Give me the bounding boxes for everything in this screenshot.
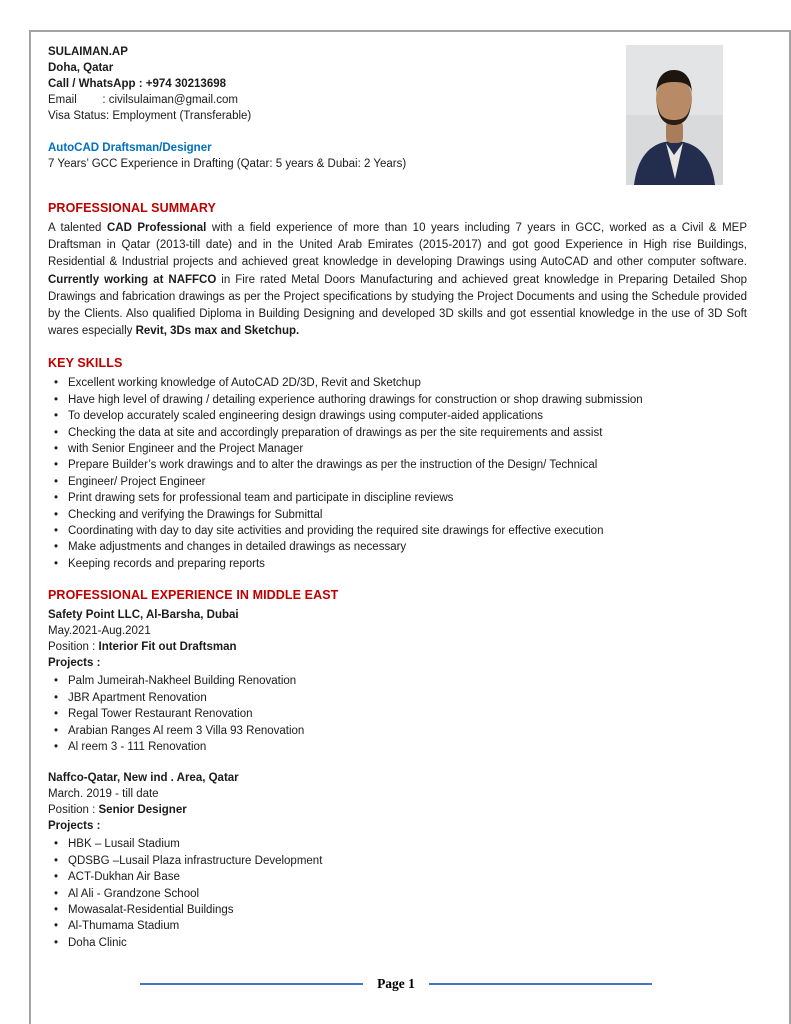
footer-rule-right xyxy=(429,983,652,985)
job-period: March. 2019 - till date xyxy=(48,788,159,801)
summary-segment-bold: Currently working at NAFFCO xyxy=(48,273,217,286)
key-skill-item: • with Senior Engineer and the Project Manager xyxy=(48,441,747,457)
resume-content xyxy=(48,44,747,951)
job-position-line xyxy=(48,639,747,655)
page-number: Page 1 xyxy=(377,976,415,991)
header-text-block xyxy=(48,44,626,172)
job-projects-label: Projects : xyxy=(48,657,101,670)
section-heading-professional-summary: PROFESSIONAL SUMMARY xyxy=(48,201,216,215)
key-skill-item: • To develop accurately scaled engineering design drawings using computer-aided applications xyxy=(48,408,747,424)
summary-segment: in Fire rated Metal Doors Manufacturing and achieved great knowledge in Preparing Detailed Shop Drawings and fabrication drawings as per the Project specifications by studying the Project Documents and using the Schedule provided by the Clients. Also qualified Diploma in Building Designing and developed 3D skills and got essential knowledge in the use of 3D Soft wares especially xyxy=(48,273,747,338)
summary-segment-bold: CAD Professional xyxy=(106,222,207,234)
project-item: • Al Ali - Grandzone School xyxy=(48,886,747,902)
project-item: • Al-Thumama Stadium xyxy=(48,918,747,934)
projects-list xyxy=(48,836,747,951)
job-entry-safety-point xyxy=(48,607,747,755)
section-heading-key-skills: KEY SKILLS xyxy=(48,356,123,371)
job-position-label: Position : xyxy=(48,641,99,654)
key-skills-list xyxy=(48,375,747,572)
key-skill-item: • Make adjustments and changes in detailed drawings as necessary xyxy=(48,539,747,555)
key-skill-item: • Checking the data at site and accordingly preparation of drawings as per the site requirements and assist xyxy=(48,425,747,441)
section-heading-experience: PROFESSIONAL EXPERIENCE IN MIDDLE EAST xyxy=(48,588,339,603)
candidate-email: Email : civilsulaiman@gmail.com xyxy=(48,94,238,106)
job-position-value: Senior Designer xyxy=(98,804,187,817)
job-position-value: Interior Fit out Draftsman xyxy=(98,641,237,654)
project-item: • ACT-Dukhan Air Base xyxy=(48,869,747,885)
candidate-photo xyxy=(626,45,723,185)
job-entry-naffco xyxy=(48,770,747,951)
key-skill-item: • Coordinating with day to day site activities and providing the required site drawings for effective execution xyxy=(48,523,747,539)
summary-segment: A talented xyxy=(48,222,107,234)
summary-segment: with a field experience of more than 10 years including 7 years in GCC, worked as a Civil & MEP Draftsman in Qatar (2013-till date) and in the United Arab Emirates (2015-2017) and got good Experience in High rise Buildings, Residential & Industrial projects and achieved great knowledge in developing Drawings using AutoCAD and other computer software. xyxy=(48,222,747,269)
project-item: • Mowasalat-Residential Buildings xyxy=(48,902,747,918)
job-company: Safety Point LLC, Al-Barsha, Dubai xyxy=(48,609,239,622)
key-skill-item: • Keeping records and preparing reports xyxy=(48,556,747,572)
project-item: • HBK – Lusail Stadium xyxy=(48,836,747,852)
projects-list xyxy=(48,673,747,755)
summary-paragraph xyxy=(48,220,747,340)
job-period: May.2021-Aug.2021 xyxy=(48,625,151,638)
candidate-name: SULAIMAN.AP xyxy=(48,46,128,58)
key-skill-item: • Have high level of drawing / detailing experience authoring drawings for construction or shop drawing submission xyxy=(48,392,747,408)
key-skill-item: • Prepare Builder’s work drawings and to alter the drawings as per the instruction of the Design/ Technical xyxy=(48,457,747,473)
candidate-phone: Call / WhatsApp : +974 30213698 xyxy=(48,78,227,90)
key-skill-item: • Print drawing sets for professional team and participate in discipline reviews xyxy=(48,490,747,506)
project-item: • QDSBG –Lusail Plaza infrastructure Development xyxy=(48,853,747,869)
project-item: • Arabian Ranges Al reem 3 Villa 93 Renovation xyxy=(48,723,747,739)
portrait-photo-placeholder xyxy=(626,45,723,185)
summary-segment-bold: Revit, 3Ds max and Sketchup. xyxy=(135,325,300,338)
project-item: • Palm Jumeirah-Nakheel Building Renovation xyxy=(48,673,747,689)
project-item: • Regal Tower Restaurant Renovation xyxy=(48,706,747,722)
job-position-line xyxy=(48,802,747,818)
job-company: Naffco-Qatar, New ind . Area, Qatar xyxy=(48,772,239,785)
candidate-job-title: AutoCAD Draftsman/Designer xyxy=(48,142,212,154)
job-position-label: Position : xyxy=(48,804,99,817)
header xyxy=(48,44,747,185)
footer-rule-left xyxy=(140,983,363,985)
candidate-visa-status: Visa Status: Employment (Transferable) xyxy=(48,110,252,122)
project-item: • JBR Apartment Renovation xyxy=(48,690,747,706)
key-skill-item: • Engineer/ Project Engineer xyxy=(48,474,747,490)
candidate-location: Doha, Qatar xyxy=(48,62,114,74)
page-footer xyxy=(140,976,652,992)
key-skill-item: • Excellent working knowledge of AutoCAD 2D/3D, Revit and Sketchup xyxy=(48,375,747,391)
candidate-tagline: 7 Years’ GCC Experience in Drafting (Qatar: 5 years & Dubai: 2 Years) xyxy=(48,158,407,170)
job-projects-label: Projects : xyxy=(48,820,101,833)
project-item: • Doha Clinic xyxy=(48,935,747,951)
project-item: • Al reem 3 - 111 Renovation xyxy=(48,739,747,755)
key-skill-item: • Checking and verifying the Drawings for Submittal xyxy=(48,507,747,523)
